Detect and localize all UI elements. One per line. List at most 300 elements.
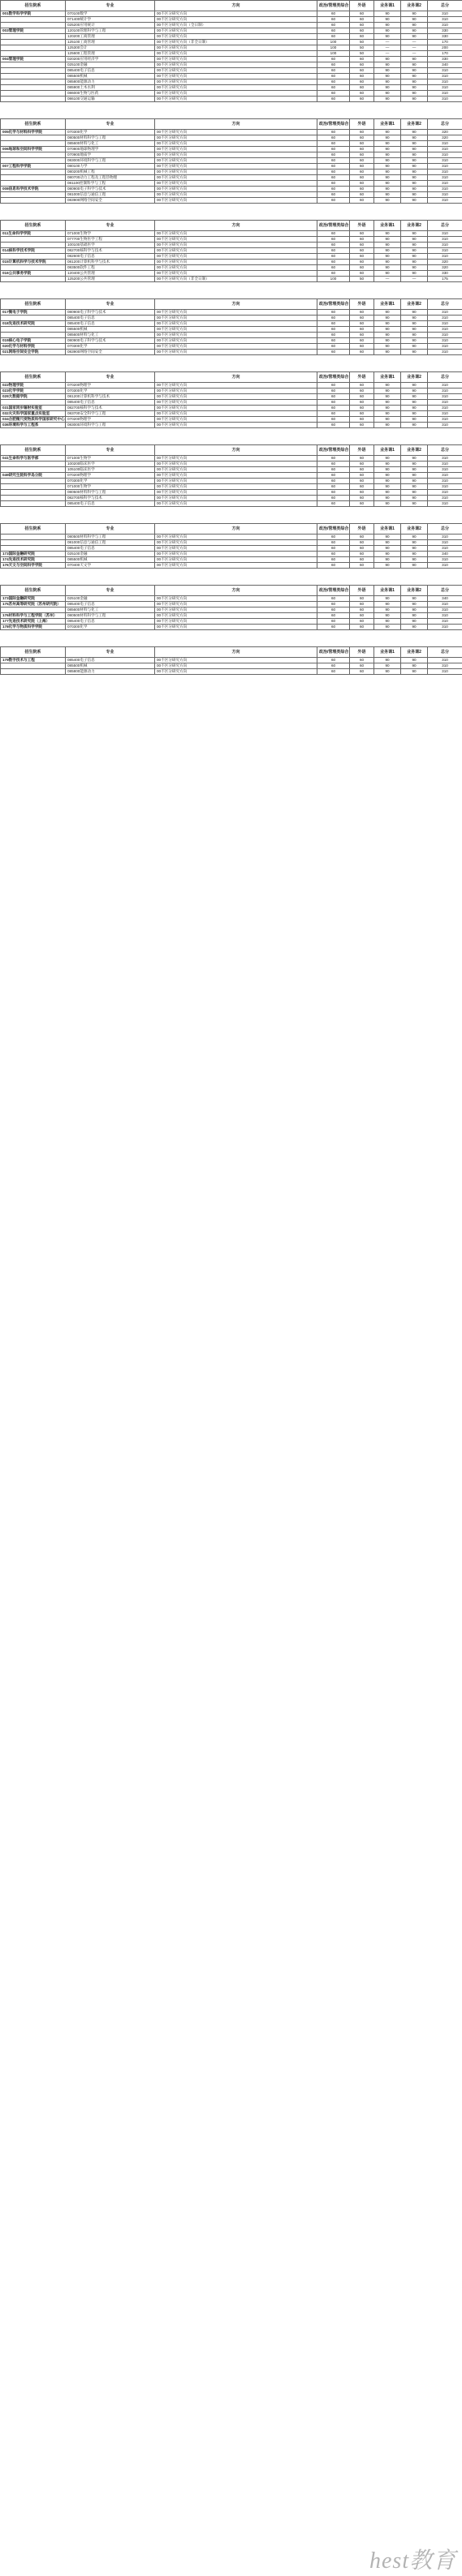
score-cell: 90	[401, 496, 428, 501]
table-row	[1, 338, 462, 344]
score-cell: 60	[350, 540, 374, 546]
major-cell: 070200物理学	[66, 383, 155, 389]
score-cell: 310	[428, 383, 462, 389]
header-cell: 外语	[350, 647, 374, 658]
department-cell: 015计算机科学与技术学院	[1, 260, 66, 265]
score-cell: 90	[401, 62, 428, 68]
score-cell: 90	[374, 28, 401, 34]
score-cell: 330	[428, 34, 462, 40]
score-cell: 60	[317, 613, 350, 619]
header-cell: 招生院系	[1, 586, 66, 596]
score-cell: 60	[317, 164, 350, 170]
score-cell: 310	[428, 187, 462, 192]
major-cell: 070900地质学	[66, 152, 155, 158]
major-cell: 071400统计学	[66, 17, 155, 23]
score-cell: 60	[350, 417, 374, 423]
score-cell: 60	[350, 552, 374, 557]
score-cell: 60	[350, 316, 374, 321]
major-cell: 100100基础医学	[66, 243, 155, 248]
score-cell: 90	[374, 333, 401, 338]
score-cell: 90	[401, 170, 428, 175]
header-cell: 招生院系	[1, 221, 66, 231]
direction-cell: 00不区分研究方向（全日制）	[155, 23, 317, 28]
score-cell: 60	[317, 383, 350, 389]
score-cell: 90	[374, 596, 401, 602]
score-cell: 60	[317, 187, 350, 192]
header-cell: 业务课2	[401, 119, 428, 130]
score-cell: 90	[401, 613, 428, 619]
table-row	[1, 501, 462, 507]
score-cell: 60	[350, 130, 374, 135]
header-cell: 外语	[350, 372, 374, 383]
score-cell: 320	[428, 130, 462, 135]
direction-cell: 00不区分研究方向	[155, 394, 317, 400]
department-cell	[1, 277, 66, 282]
direction-cell: 00不区分研究方向	[155, 248, 317, 254]
score-cell: 330	[428, 57, 462, 62]
major-cell: 085400电子信息	[66, 321, 155, 327]
direction-cell: 00不区分研究方向	[155, 85, 317, 91]
department-cell	[1, 158, 66, 164]
score-cell: 60	[350, 394, 374, 400]
score-cell: 90	[374, 406, 401, 411]
score-cell: 310	[428, 462, 462, 467]
major-cell: 125300会计	[66, 45, 155, 51]
score-cell: 90	[401, 389, 428, 394]
header-cell: 招生院系	[1, 299, 66, 310]
score-cell: 60	[317, 484, 350, 490]
score-table	[0, 523, 462, 569]
header-cell: 业务课2	[401, 221, 428, 231]
score-cell: 60	[350, 271, 374, 277]
direction-cell: 00不区分研究方向（非全日制）	[155, 277, 317, 282]
score-cell: 310	[428, 11, 462, 17]
table-row	[1, 74, 462, 79]
score-cell: 90	[374, 383, 401, 389]
score-cell: 90	[401, 608, 428, 613]
major-cell: 085500机械	[66, 557, 155, 563]
score-table	[0, 646, 462, 675]
score-cell: 60	[350, 237, 374, 243]
score-cell: 50	[350, 45, 374, 51]
major-cell: 082700核科学与技术	[66, 496, 155, 501]
header-row	[1, 445, 462, 456]
score-cell: 310	[428, 602, 462, 608]
score-cell: 90	[374, 198, 401, 204]
department-cell: 023化学学院	[1, 389, 66, 394]
score-cell: 310	[428, 490, 462, 496]
score-cell: 60	[350, 619, 374, 625]
score-cell: 60	[350, 625, 374, 630]
score-cell: 60	[350, 192, 374, 198]
header-cell: 专业	[66, 372, 155, 383]
score-cell: 310	[428, 181, 462, 187]
score-cell: 90	[374, 152, 401, 158]
table-row	[1, 231, 462, 237]
department-cell	[1, 535, 66, 540]
department-cell	[1, 51, 66, 57]
direction-cell: 00不区分研究方向	[155, 462, 317, 467]
score-cell: 310	[428, 563, 462, 569]
direction-cell: 00不区分研究方向	[155, 243, 317, 248]
score-cell: 90	[401, 411, 428, 417]
score-cell: 60	[350, 663, 374, 669]
major-cell: 080900电子科学与技术	[66, 310, 155, 316]
score-cell: 60	[317, 198, 350, 204]
table-row	[1, 68, 462, 74]
score-cell: 90	[401, 557, 428, 563]
header-cell: 专业	[66, 221, 155, 231]
score-cell: 90	[374, 456, 401, 462]
score-cell: —	[374, 277, 401, 282]
table-row	[1, 62, 462, 68]
score-cell: 90	[401, 248, 428, 254]
score-cell: 90	[374, 411, 401, 417]
department-cell: 017微电子学院	[1, 310, 66, 316]
header-cell: 业务课1	[374, 372, 401, 383]
major-cell: 083000环境科学与工程	[66, 423, 155, 428]
score-cell: 60	[350, 350, 374, 355]
major-cell: 125100工商管理	[66, 40, 155, 45]
score-cell: 310	[428, 141, 462, 147]
score-cell: 60	[350, 187, 374, 192]
score-cell: 90	[374, 484, 401, 490]
direction-cell: 00不区分研究方向	[155, 181, 317, 187]
table-row	[1, 130, 462, 135]
score-cell: 310	[428, 423, 462, 428]
score-cell: 90	[401, 625, 428, 630]
table-row	[1, 535, 462, 540]
score-cell: 90	[401, 321, 428, 327]
department-cell	[1, 62, 66, 68]
direction-cell: 00不区分研究方向	[155, 490, 317, 496]
score-cell: 90	[401, 158, 428, 164]
department-cell	[1, 17, 66, 23]
score-cell: 90	[374, 34, 401, 40]
score-cell: 90	[401, 423, 428, 428]
score-cell: 60	[350, 265, 374, 271]
table-row	[1, 271, 462, 277]
score-cell: 60	[317, 467, 350, 473]
section-gap	[0, 102, 462, 118]
table-row	[1, 79, 462, 85]
department-cell: 016公共事务学院	[1, 271, 66, 277]
score-cell: —	[374, 51, 401, 57]
score-cell: 330	[428, 271, 462, 277]
score-cell: 90	[401, 130, 428, 135]
direction-cell: 00不区分研究方向	[155, 625, 317, 630]
major-cell: 082600电子信息	[66, 254, 155, 260]
major-cell: 077700生物医学工程	[66, 237, 155, 243]
score-cell: 90	[401, 147, 428, 152]
table-row	[1, 57, 462, 62]
table-row	[1, 135, 462, 141]
major-cell: 025100金融	[66, 62, 155, 68]
score-cell: 90	[401, 552, 428, 557]
score-cell: 60	[317, 17, 350, 23]
score-cell: 90	[374, 496, 401, 501]
score-cell: 60	[317, 74, 350, 79]
score-cell: 90	[401, 310, 428, 316]
direction-cell: 00不区分研究方向	[155, 57, 317, 62]
table-row	[1, 181, 462, 187]
table-row	[1, 164, 462, 170]
direction-cell: 00不区分研究方向	[155, 383, 317, 389]
score-cell: 60	[317, 557, 350, 563]
score-cell: 310	[428, 231, 462, 237]
score-cell: 90	[374, 254, 401, 260]
score-cell: 310	[428, 484, 462, 490]
table-row	[1, 608, 462, 613]
major-cell: 081100控制科学与工程	[66, 181, 155, 187]
direction-cell: 00不区分研究方向	[155, 91, 317, 97]
score-cell: 60	[317, 11, 350, 17]
header-row	[1, 221, 462, 231]
table-row	[1, 51, 462, 57]
major-cell: 083700安全科学与工程	[66, 411, 155, 417]
header-cell: 总分	[428, 221, 462, 231]
score-cell: 310	[428, 74, 462, 79]
department-cell: 004管理学院	[1, 57, 66, 62]
table-row	[1, 333, 462, 338]
score-cell: 60	[350, 243, 374, 248]
department-cell: 006地球和空间科学学院	[1, 147, 66, 152]
score-cell: 60	[350, 462, 374, 467]
table-row	[1, 613, 462, 619]
department-cell	[1, 501, 66, 507]
table-row	[1, 479, 462, 484]
table-row	[1, 490, 462, 496]
direction-cell: 00不区分研究方向	[155, 260, 317, 265]
score-cell: 60	[317, 181, 350, 187]
score-cell: 90	[374, 462, 401, 467]
score-cell: 90	[401, 669, 428, 675]
header-cell: 业务课2	[401, 586, 428, 596]
score-cell: 60	[317, 23, 350, 28]
score-cell: 310	[428, 152, 462, 158]
direction-cell: 00不区分研究方向	[155, 62, 317, 68]
score-cell: 60	[317, 596, 350, 602]
department-cell	[1, 462, 66, 467]
department-cell: 049研究生院科学岛分院	[1, 473, 66, 479]
watermark-logo: hest教育	[369, 2548, 457, 2574]
score-cell: 90	[374, 327, 401, 333]
table-row	[1, 394, 462, 400]
department-cell: 177先进技术研究院（上海）	[1, 619, 66, 625]
score-cell: 90	[401, 333, 428, 338]
score-cell: 60	[317, 389, 350, 394]
score-cell: 90	[401, 456, 428, 462]
header-cell: 方向	[155, 647, 317, 658]
score-cell: 310	[428, 496, 462, 501]
department-cell	[1, 192, 66, 198]
admission-score-document	[0, 0, 462, 675]
direction-cell: 00不区分研究方向	[155, 596, 317, 602]
score-cell: 340	[428, 552, 462, 557]
score-cell: 90	[401, 462, 428, 467]
score-cell: 310	[428, 394, 462, 400]
department-cell	[1, 175, 66, 181]
score-cell: 310	[428, 338, 462, 344]
major-cell: 070300化学	[66, 479, 155, 484]
table-row	[1, 417, 462, 423]
major-cell: 086000生物与医药	[66, 91, 155, 97]
table-row	[1, 669, 462, 675]
score-cell: 90	[374, 338, 401, 344]
score-cell: 60	[350, 28, 374, 34]
department-cell	[1, 484, 66, 490]
direction-cell: 00不区分研究方向	[155, 658, 317, 663]
major-cell: 085400电子信息	[66, 658, 155, 663]
direction-cell: 00不区分研究方向	[155, 406, 317, 411]
score-cell: 310	[428, 198, 462, 204]
section-gap	[0, 282, 462, 298]
score-cell: 90	[374, 11, 401, 17]
score-cell: 310	[428, 663, 462, 669]
score-cell: 330	[428, 28, 462, 34]
score-cell: 310	[428, 619, 462, 625]
score-cell: 320	[428, 260, 462, 265]
header-cell: 业务课2	[401, 647, 428, 658]
major-cell: 071000生物学	[66, 484, 155, 490]
table-row	[1, 277, 462, 282]
score-cell: 60	[317, 462, 350, 467]
direction-cell: 00不区分研究方向	[155, 669, 317, 675]
major-cell: 085400电子信息	[66, 619, 155, 625]
department-cell: 034合肥微尺度物质科学国家研究中心	[1, 417, 66, 423]
major-cell: 120400公共管理	[66, 271, 155, 277]
department-cell: 007工程科学学院	[1, 164, 66, 170]
score-cell: 90	[374, 350, 401, 355]
score-cell: 310	[428, 321, 462, 327]
header-cell: 方向	[155, 299, 317, 310]
header-cell: 外语	[350, 524, 374, 535]
table-row	[1, 625, 462, 630]
score-cell: 90	[401, 28, 428, 34]
score-cell: 90	[401, 400, 428, 406]
score-cell: 60	[317, 62, 350, 68]
direction-cell: 00不区分研究方向	[155, 265, 317, 271]
score-cell: 60	[350, 23, 374, 28]
direction-cell: 00不区分研究方向	[155, 51, 317, 57]
score-cell: 60	[317, 501, 350, 507]
table-row	[1, 552, 462, 557]
table-row	[1, 563, 462, 569]
header-cell: 方向	[155, 119, 317, 130]
department-cell	[1, 663, 66, 669]
department-cell	[1, 91, 66, 97]
score-cell: 90	[374, 23, 401, 28]
score-cell: 310	[428, 613, 462, 619]
score-cell: 90	[374, 147, 401, 152]
header-cell: 招生院系	[1, 1, 66, 11]
direction-cell: 00不区分研究方向	[155, 563, 317, 569]
score-cell: 90	[374, 608, 401, 613]
score-cell: 90	[401, 619, 428, 625]
header-row	[1, 586, 462, 596]
table-row	[1, 321, 462, 327]
score-cell: 60	[350, 147, 374, 152]
score-cell: 90	[374, 552, 401, 557]
table-row	[1, 152, 462, 158]
major-cell: 082700核科学与技术	[66, 406, 155, 411]
score-cell: 90	[374, 389, 401, 394]
score-cell: 90	[374, 271, 401, 277]
score-cell: 60	[350, 327, 374, 333]
header-row	[1, 119, 462, 130]
score-cell: 60	[350, 490, 374, 496]
score-cell: 90	[374, 479, 401, 484]
header-cell: 总分	[428, 647, 462, 658]
table-row	[1, 11, 462, 17]
department-cell	[1, 243, 66, 248]
score-cell: 310	[428, 158, 462, 164]
score-cell: 60	[317, 91, 350, 97]
header-cell: 外语	[350, 1, 374, 11]
score-cell: 60	[350, 608, 374, 613]
major-cell: 120200工商管理	[66, 34, 155, 40]
score-cell: 90	[374, 344, 401, 350]
major-cell: 025200应用统计	[66, 23, 155, 28]
score-cell: 90	[401, 417, 428, 423]
score-cell: 60	[350, 79, 374, 85]
table-row	[1, 400, 462, 406]
table-row	[1, 187, 462, 192]
score-cell: 310	[428, 248, 462, 254]
score-cell: 90	[374, 158, 401, 164]
table-row	[1, 248, 462, 254]
department-cell: 011生命科学学院	[1, 231, 66, 237]
score-cell: 310	[428, 243, 462, 248]
score-cell: 310	[428, 344, 462, 350]
score-cell: 60	[317, 338, 350, 344]
score-cell: 90	[401, 406, 428, 411]
department-cell	[1, 669, 66, 675]
score-cell: 310	[428, 456, 462, 462]
score-section	[0, 0, 462, 102]
score-cell: 60	[350, 231, 374, 237]
direction-cell: 00不区分研究方向	[155, 170, 317, 175]
score-cell: —	[374, 45, 401, 51]
score-cell: 60	[350, 310, 374, 316]
score-cell: 90	[401, 563, 428, 569]
score-cell: 90	[374, 535, 401, 540]
score-cell: 90	[374, 135, 401, 141]
score-cell: 90	[374, 563, 401, 569]
score-cell: 60	[350, 669, 374, 675]
score-cell: 60	[350, 164, 374, 170]
score-cell: 310	[428, 23, 462, 28]
major-cell: 085400电子信息	[66, 68, 155, 74]
score-cell: 60	[317, 333, 350, 338]
header-cell: 政治/管理类综合	[317, 299, 350, 310]
table-row	[1, 327, 462, 333]
score-cell: 90	[374, 192, 401, 198]
score-cell: 60	[350, 170, 374, 175]
score-cell: 170	[428, 40, 462, 45]
table-row	[1, 254, 462, 260]
score-cell: 90	[401, 602, 428, 608]
header-cell: 专业	[66, 1, 155, 11]
score-cell: 60	[350, 456, 374, 462]
department-cell: 019核心电子学院	[1, 338, 66, 344]
direction-cell: 00不区分研究方向	[155, 74, 317, 79]
department-cell: 008信息科学技术学院	[1, 187, 66, 192]
score-cell: 60	[350, 344, 374, 350]
major-cell: 085900土木水利	[66, 85, 155, 91]
score-cell: 310	[428, 546, 462, 552]
direction-cell: 00不区分研究方向	[155, 237, 317, 243]
